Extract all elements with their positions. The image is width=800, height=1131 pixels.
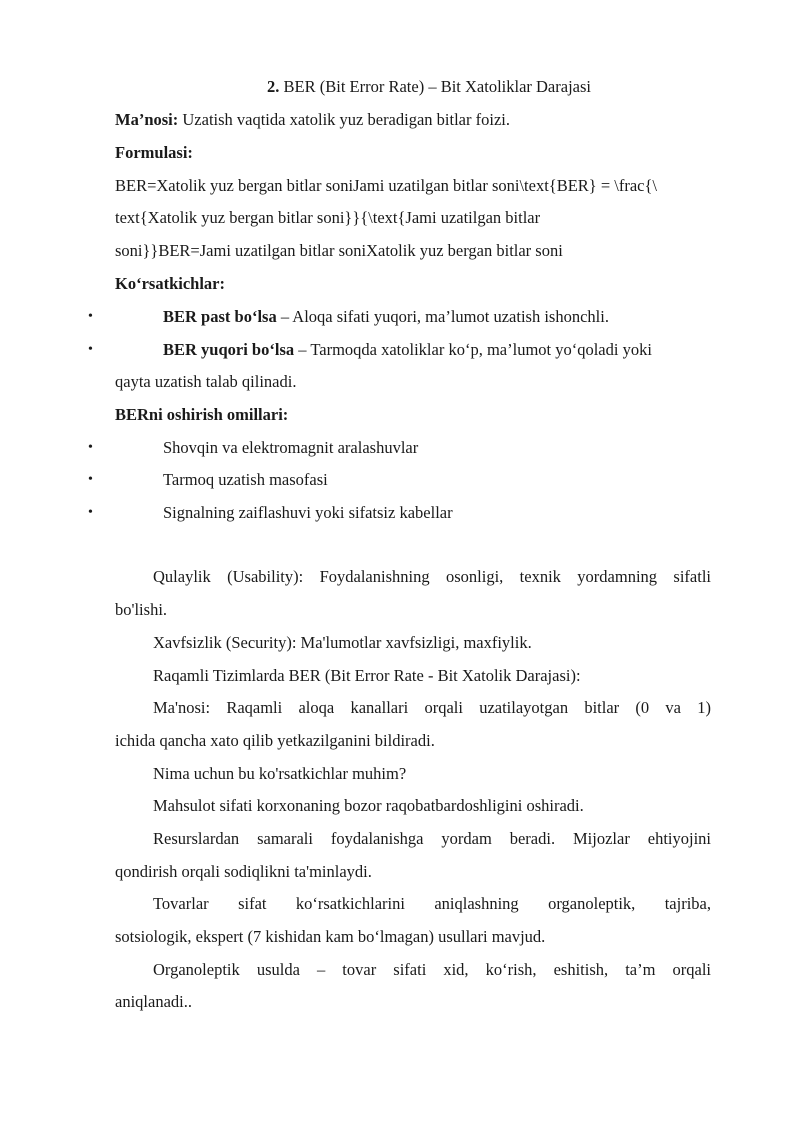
paragraph-methods: Tovarlar sifat ko‘rsatkichlarini aniqlashning organoleptik, tajriba, — [153, 894, 711, 913]
formula-line-1: BER=Xatolik yuz bergan bitlar soniJami uzatilgan bitlar soni\text{BER} = \frac{\ — [115, 176, 658, 195]
bullet-marker: • — [88, 440, 93, 455]
bullet-marker: • — [88, 505, 93, 520]
paragraph-resources: Resurslardan samarali foydalanishga yordam beradi. Mijozlar ehtiyojini — [153, 829, 711, 848]
factor-item: Signalning zaiflashuvi yoki sifatsiz kabellar — [163, 503, 453, 522]
factors-label: BERni oshirish omillari: — [115, 405, 289, 424]
paragraph-usability: Qulaylik (Usability): Foydalanishning osonligi, texnik yordamning sifatli — [153, 567, 711, 586]
indicator-item-high: BER yuqori bo‘lsa – Tarmoqda xatoliklar ko‘p, ma’lumot yo‘qoladi yoki — [163, 340, 652, 359]
formula-line-2: text{Xatolik yuz bergan bitlar soni}}{\text{Jami uzatilgan bitlar — [115, 208, 541, 227]
indicator-item-low: BER past bo‘lsa – Aloqa sifati yuqori, ma’lumot uzatish ishonchli. — [163, 307, 609, 326]
paragraph-resources-cont: qondirish orqali sodiqlikni ta'minlaydi. — [115, 862, 372, 881]
paragraph-methods-cont: sotsiologik, ekspert (7 kishidan kam bo‘lmagan) usullari mavjud. — [115, 927, 546, 946]
paragraph-quality: Mahsulot sifati korxonaning bozor raqobatbardoshligini oshiradi. — [153, 796, 584, 815]
factor-item: Tarmoq uzatish masofasi — [163, 470, 328, 489]
bullet-marker: • — [88, 342, 93, 357]
indicators-label: Ko‘rsatkichlar: — [115, 274, 225, 293]
paragraph-question: Nima uchun bu ko'rsatkichlar muhim? — [153, 764, 407, 783]
heading-text: BER (Bit Error Rate) – Bit Xatoliklar Darajasi — [279, 77, 591, 96]
bullet-marker: • — [88, 472, 93, 487]
heading-number: 2. — [267, 77, 280, 96]
paragraph-ber-title: Raqamli Tizimlarda BER (Bit Error Rate - Bit Xatolik Darajasi): — [153, 666, 581, 685]
paragraph-organoleptic: Organoleptik usulda – tovar sifati xid, ko‘rish, eshitish, ta’m orqali — [153, 960, 711, 979]
meaning-line — [115, 110, 510, 130]
paragraph-usability-cont: bo'lishi. — [115, 600, 168, 619]
paragraph-ber-meaning-cont: ichida qancha xato qilib yetkazilganini bildiradi. — [115, 731, 435, 750]
meaning-text: Uzatish vaqtida xatolik yuz beradigan bitlar foizi. — [178, 110, 510, 129]
section-heading — [0, 77, 800, 97]
indicator-item-high-cont: qayta uzatish talab qilinadi. — [115, 372, 297, 391]
paragraph-organoleptic-cont: aniqlanadi.. — [115, 992, 192, 1011]
meaning-label: Ma’nosi: — [115, 110, 179, 129]
paragraph-security: Xavfsizlik (Security): Ma'lumotlar xavfsizligi, maxfiylik. — [153, 633, 532, 652]
formula-line-3: soni}}BER=Jami uzatilgan bitlar soniXatolik yuz bergan bitlar soni — [115, 241, 563, 260]
paragraph-ber-meaning: Ma'nosi: Raqamli aloqa kanallari orqali uzatilayotgan bitlar (0 va 1) — [153, 698, 711, 717]
formula-label: Formulasi: — [115, 143, 193, 162]
bullet-marker: • — [88, 309, 93, 324]
factor-item: Shovqin va elektromagnit aralashuvlar — [163, 438, 419, 457]
